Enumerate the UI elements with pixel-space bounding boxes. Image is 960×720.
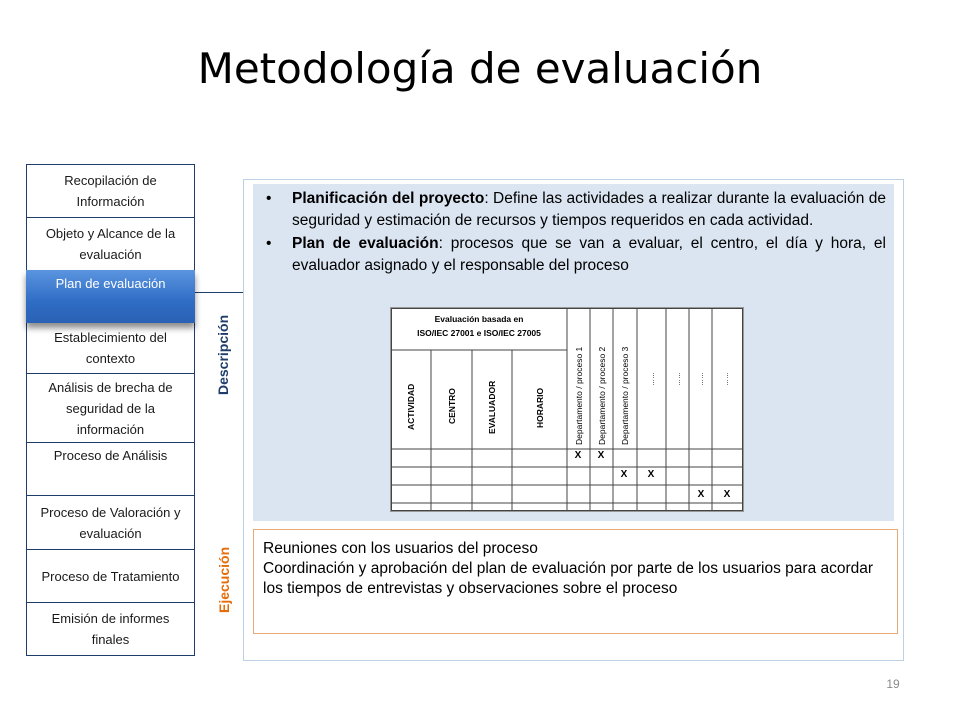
ejecucion-label: Ejecución (216, 546, 232, 613)
page-number: 19 (886, 677, 900, 691)
col-header-actividad: ACTIVIDAD (406, 383, 416, 430)
table-grid (392, 308, 743, 511)
col-header-ellipsis-1: …… (649, 372, 656, 386)
evaluation-plan-table (390, 307, 744, 512)
col-header-proceso-2: Departamento / proceso 2 (597, 346, 607, 445)
table-header-title-1: Evaluación basada en (434, 314, 524, 324)
slide-title: Metodología de evaluación (197, 44, 763, 93)
bullet-planificacion: • Planificación del proyecto: Define las actividades a realizar durante la evaluación de seguridad y estimación de recursos y tiempos requeridos en cada actividad. (266, 190, 887, 229)
table-mark: X (574, 450, 582, 461)
connector-line (195, 292, 243, 293)
col-header-ellipsis-2: …… (675, 372, 682, 386)
table-mark: X (597, 450, 605, 461)
col-header-ellipsis-4: …… (723, 372, 730, 386)
bullet-plan-evaluacion: • Plan de evaluación: procesos que se van a evaluar, el centro, el día y hora, el evaluador asignado y el responsable del proceso (266, 235, 886, 274)
step-establecimiento-contexto[interactable]: Establecimiento del contexto (26, 322, 195, 374)
execution-line-2: Coordinación y aprobación del plan de evaluación por parte de los usuarios para acordar los tiempos de entrevistas y observaciones sobre el proceso (263, 560, 874, 597)
step-analisis-brecha[interactable]: Análisis de brecha de seguridad de la información (26, 373, 195, 443)
col-header-ellipsis-3: …… (698, 372, 705, 386)
methodology-step-list (26, 165, 195, 656)
table-mark: X (620, 469, 628, 480)
step-proceso-analisis[interactable]: Proceso de Análisis (26, 442, 195, 496)
step-tratamiento[interactable]: Proceso de Tratamiento (26, 549, 195, 603)
col-header-horario: HORARIO (535, 387, 545, 428)
col-header-proceso-3: Departamento / proceso 3 (620, 346, 630, 445)
col-header-centro: CENTRO (447, 388, 457, 424)
execution-panel (253, 529, 898, 634)
step-objeto-alcance[interactable]: Objeto y Alcance de la evaluación (26, 217, 195, 271)
execution-line-1: Reuniones con los usuarios del proceso (263, 540, 538, 557)
step-emision-informes[interactable]: Emisión de informes finales (26, 602, 195, 656)
table-mark: X (723, 489, 731, 500)
step-valoracion-evaluacion[interactable]: Proceso de Valoración y evaluación (26, 495, 195, 550)
table-mark: X (647, 469, 655, 480)
bullet-text: : Define las actividades a realizar durante la evaluación de seguridad y estimación de recursos y tiempos requeridos en cada actividad. (292, 190, 887, 229)
bullet-term: Planificación del proyecto (292, 190, 485, 207)
description-bullets (258, 188, 886, 278)
step-recopilacion[interactable]: Recopilación de Información (26, 164, 195, 218)
col-header-evaluador: EVALUADOR (487, 380, 497, 434)
bullet-text: : procesos que se van a evaluar, el centro, el día y hora, el evaluador asignado y el responsable del proceso (292, 235, 886, 274)
descripcion-label: Descripción (215, 314, 231, 395)
step-plan-evaluacion[interactable]: Plan de evaluación (26, 270, 195, 323)
col-header-proceso-1: Departamento / proceso 1 (574, 346, 584, 445)
bullet-term: Plan de evaluación (292, 235, 439, 252)
table-mark: X (697, 489, 705, 500)
table-header-title-2: ISO/IEC 27001 e ISO/IEC 27005 (417, 328, 541, 338)
